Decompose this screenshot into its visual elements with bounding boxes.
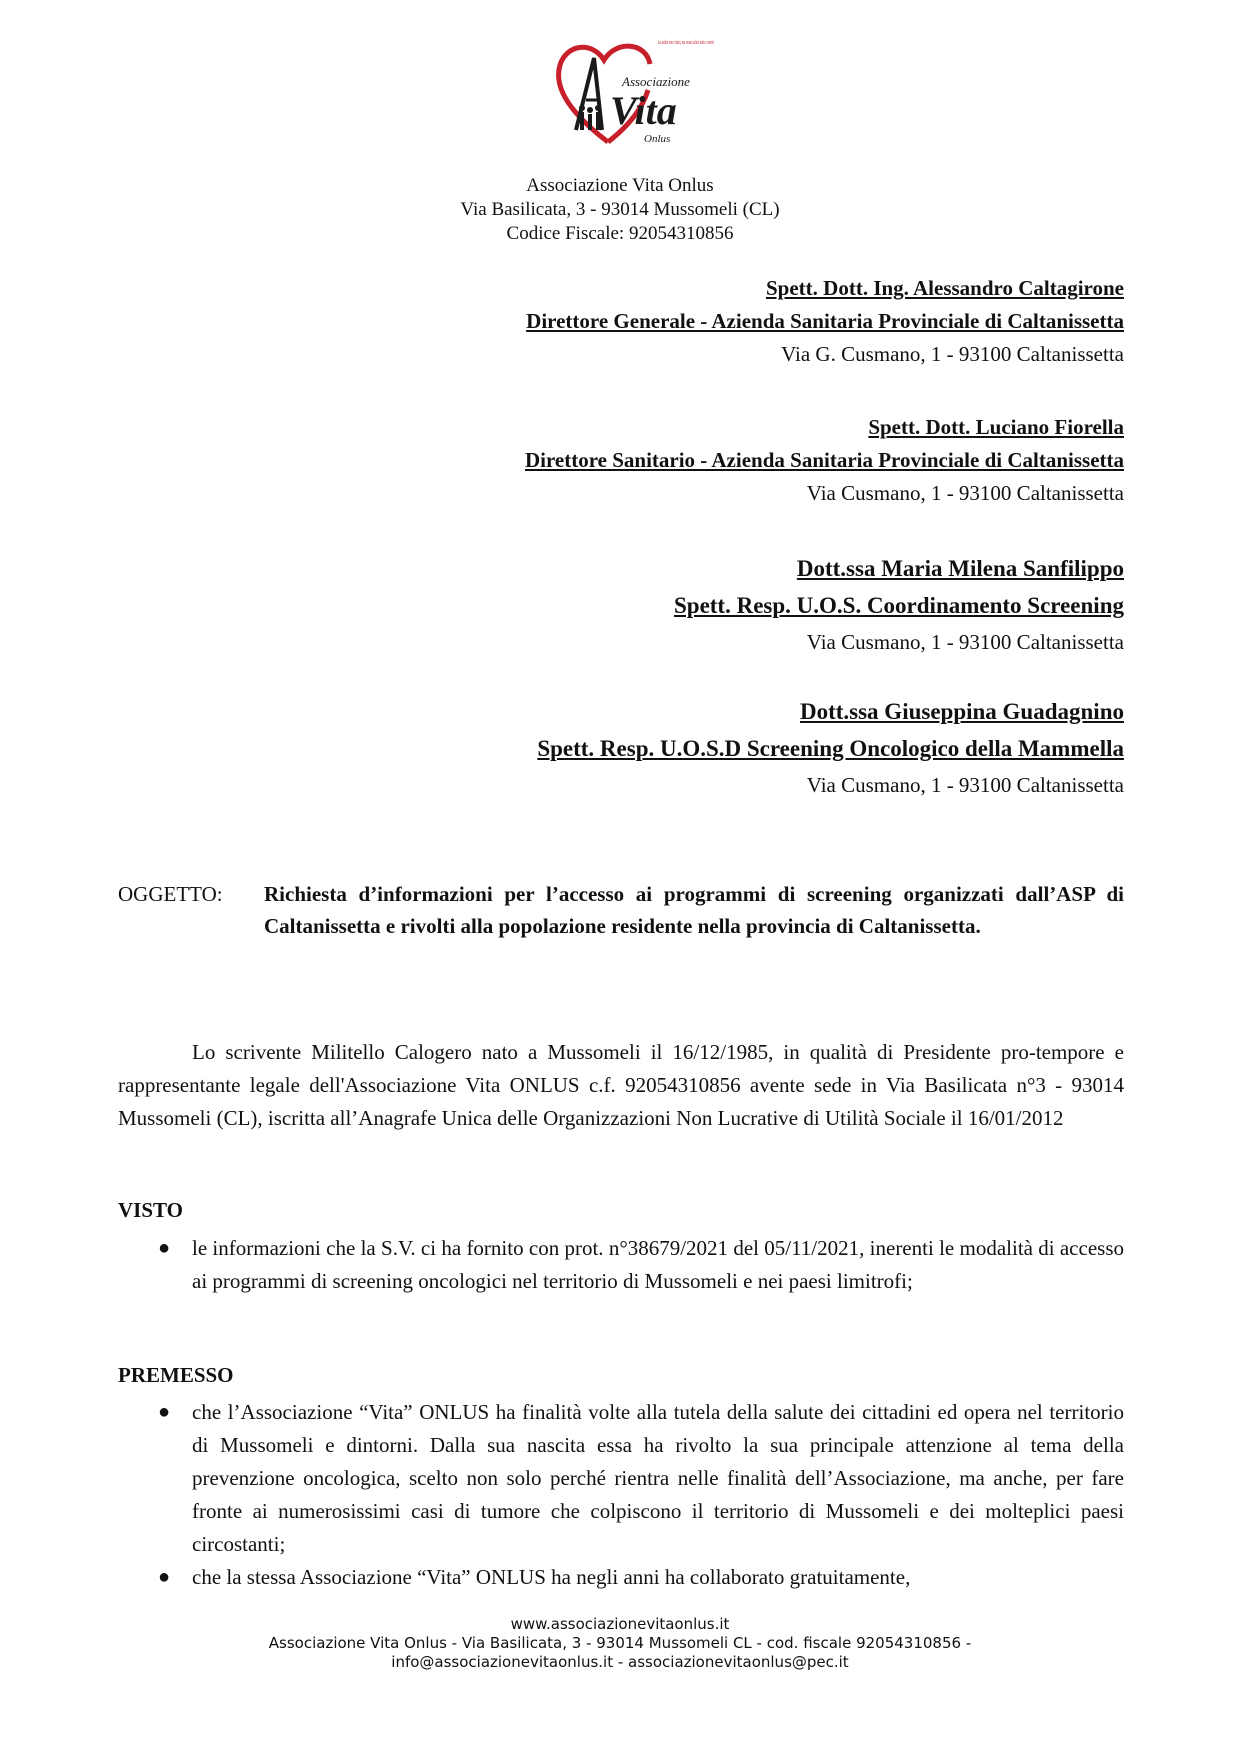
recipient-name: Dott.ssa Maria Milena Sanfilippo bbox=[796, 556, 1124, 581]
footer-emails: info@associazionevitaonlus.it - associazionevitaonlus@pec.it bbox=[391, 1653, 849, 1671]
recipient-name: Spett. Dott. Luciano Fiorella bbox=[868, 415, 1124, 439]
heart-logo-icon bbox=[546, 30, 716, 155]
footer-website: www.associazionevitaonlus.it bbox=[510, 1615, 730, 1633]
subject-label: OGGETTO: bbox=[118, 882, 223, 906]
bullet-icon: ● bbox=[158, 1401, 171, 1423]
recipient-role: Direttore Generale - Azienda Sanitaria Provinciale di Caltanissetta bbox=[526, 309, 1124, 333]
recipient-3 bbox=[525, 550, 1124, 661]
visto-heading: VISTO bbox=[118, 1198, 183, 1222]
recipient-role: Direttore Sanitario - Azienda Sanitaria Provinciale di Caltanissetta bbox=[524, 448, 1124, 472]
recipient-role: Spett. Resp. U.O.S.D Screening Oncologico della Mammella bbox=[537, 736, 1124, 761]
recipient-address: Via Cusmano, 1 - 93100 Caltanissetta bbox=[806, 481, 1124, 505]
bullet-icon: ● bbox=[158, 1566, 171, 1588]
logo-word-main: Vita bbox=[610, 88, 677, 133]
sender-name: Associazione Vita Onlus bbox=[526, 175, 714, 196]
logo-word-top: Associazione bbox=[622, 74, 690, 89]
bullet-icon: ● bbox=[158, 1237, 171, 1259]
subject-text: Richiesta d’informazioni per l’accesso ai programmi di screening organizzati dall’ASP di Caltanissetta e rivolti alla popolazione residente nella provincia di Caltanissetta. bbox=[264, 882, 1124, 938]
list-item: ● che la stessa Associazione “Vita” ONLUS ha negli anni ha collaborato gratuitamente, bbox=[118, 1561, 1124, 1594]
footer-address: Associazione Vita Onlus - Via Basilicata, 3 - 93014 Mussomeli CL - cod. fiscale 92054310856 - bbox=[268, 1634, 972, 1652]
intro-paragraph: Lo scrivente Militello Calogero nato a Mussomeli il 16/12/1985, in qualità di Presidente pro-tempore e rappresentante legale dell'Associazione Vita ONLUS c.f. 92054310856 avente sede in Via Basilicata n°3 - 93014 Mussomeli (CL), iscritta all’Anagrafe Unica delle Organizzazioni Non Lucrative di Utilità Sociale il 16/01/2012 bbox=[118, 1040, 1124, 1130]
logo-tagline: La salute non è tutto, ma senza salute tutto è niente bbox=[657, 40, 715, 46]
page-footer bbox=[0, 1615, 1240, 1672]
recipient-4 bbox=[525, 693, 1124, 804]
premesso-list bbox=[118, 1396, 1124, 1594]
subject-block bbox=[118, 878, 1124, 942]
recipient-address: Via G. Cusmano, 1 - 93100 Caltanissetta bbox=[781, 342, 1124, 366]
recipient-1 bbox=[525, 272, 1124, 371]
association-logo bbox=[546, 30, 716, 155]
recipient-name: Spett. Dott. Ing. Alessandro Caltagirone bbox=[766, 276, 1124, 300]
list-item: ● che l’Associazione “Vita” ONLUS ha finalità volte alla tutela della salute dei cittadini ed opera nel territorio di Mussomeli e dintorni. Dalla sua nascita essa ha rivolto la sua principale attenzione al tema della prevenzione oncologica, scelto non solo perché rientra nelle finalità dell’Associazione, ma anche, per fare fronte ai numerosissimi casi di tumore che colpiscono il territorio di Mussomeli e dei molteplici paesi circostanti; bbox=[118, 1396, 1124, 1561]
recipient-2 bbox=[525, 411, 1124, 510]
premesso-heading: PREMESSO bbox=[118, 1363, 234, 1387]
recipient-address: Via Cusmano, 1 - 93100 Caltanissetta bbox=[806, 630, 1124, 654]
recipient-address: Via Cusmano, 1 - 93100 Caltanissetta bbox=[806, 773, 1124, 797]
recipients-block bbox=[525, 272, 1124, 836]
sender-address: Via Basilicata, 3 - 93014 Mussomeli (CL) bbox=[460, 199, 780, 220]
sender-fiscal-code: Codice Fiscale: 92054310856 bbox=[506, 223, 734, 244]
list-item: ● le informazioni che la S.V. ci ha fornito con prot. n°38679/2021 del 05/11/2021, inerenti le modalità di accesso ai programmi di screening oncologici nel territorio di Mussomeli e nei paesi limitrofi; bbox=[118, 1232, 1124, 1298]
logo-word-bottom: Onlus bbox=[644, 133, 671, 145]
recipient-role: Spett. Resp. U.O.S. Coordinamento Screening bbox=[673, 593, 1124, 618]
visto-list bbox=[118, 1232, 1124, 1298]
sender-block bbox=[0, 174, 1240, 246]
recipient-name: Dott.ssa Giuseppina Guadagnino bbox=[799, 699, 1124, 724]
